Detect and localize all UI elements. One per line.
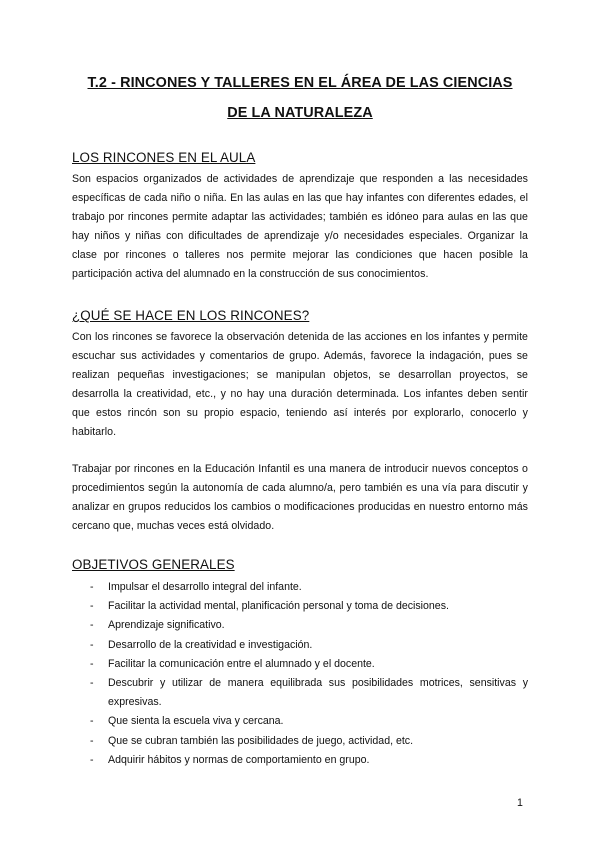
- title-line-1: T.2 - RINCONES Y TALLERES EN EL ÁREA DE LAS CIENCIAS: [87, 75, 513, 91]
- bullet-dash: -: [90, 657, 94, 670]
- paragraph: Con los rincones se favorece la observación detenida de las acciones en los infantes y permite escuchar sus actividades y comentarios de grupo. Además, favorece la indagación, pues se realizan pequeñas investigaciones; se manipulan objetos, se desarrollan proyectos, se desarrolla la creatividad, etc., y no hay una duración determinada. Los infantes deben sentir que estos rincón son su propio espacio, teniendo así interés por explorarlo, conocerlo y habitarlo.: [72, 331, 528, 438]
- list-item-text: Desarrollo de la creatividad e investigación.: [108, 638, 313, 651]
- bullet-dash: -: [90, 734, 94, 747]
- title-line-2: DE LA NATURALEZA: [227, 105, 373, 121]
- list-item: [72, 674, 528, 712]
- list-item: [72, 712, 528, 731]
- bullet-dash: -: [90, 677, 94, 690]
- bullet-dash: -: [90, 600, 94, 613]
- list-item: [72, 732, 528, 751]
- bullet-dash: -: [90, 581, 94, 593]
- list-item: [72, 616, 528, 635]
- list-item-text: Facilitar la comunicación entre el alumnado y el docente.: [108, 657, 375, 670]
- list-item-text: Adquirir hábitos y normas de comportamiento en grupo.: [108, 753, 370, 766]
- bullet-dash: -: [90, 753, 94, 766]
- bullet-dash: -: [90, 715, 94, 728]
- list-item: [72, 751, 528, 770]
- list-item-text: Aprendizaje significativo.: [108, 619, 225, 632]
- bullet-dash: -: [90, 638, 94, 651]
- list-item: [72, 636, 528, 655]
- list-item: [72, 655, 528, 674]
- section-heading-objetivos: OBJETIVOS GENERALES: [72, 557, 235, 572]
- paragraph: Son espacios organizados de actividades de aprendizaje que responden a las necesidades específicas de cada niño o niña. En las aulas en las que hay infantes con diferentes edades, el trabajo por rincones permite adaptar las actividades; también es idóneo para aulas en las que hay niños y niñas con dificultades de aprendizaje y/o necesidades especiales. Organizar la clase por rincones o talleres nos permite mejorar las condiciones que hacen posible la participación activa del alumnado en la construcción de sus conocimientos.: [72, 173, 528, 280]
- list-item-text: Impulsar el desarrollo integral del infante.: [108, 581, 302, 593]
- page-number: 1: [517, 797, 523, 809]
- list-item: [72, 597, 528, 616]
- list-item-text: Que se cubran también las posibilidades de juego, actividad, etc.: [108, 734, 414, 747]
- section-heading-que-se-hace: ¿QUÉ SE HACE EN LOS RINCONES?: [72, 308, 310, 323]
- bullet-dash: -: [90, 619, 94, 632]
- objectives-list: [72, 578, 528, 770]
- list-item: [72, 578, 528, 597]
- list-item-text: Facilitar la actividad mental, planificación personal y toma de decisiones.: [108, 600, 449, 613]
- paragraph: Trabajar por rincones en la Educación Infantil es una manera de introducir nuevos conceptos o procedimientos según la autonomía de cada alumno/a, pero también es una vía para discutir y analizar en grupos reducidos los cambios o modificaciones producidas en nuestro entorno más cercano que, muchas veces está olvidado.: [72, 463, 528, 532]
- document-title: [60, 68, 540, 128]
- list-item-text: Descubrir y utilizar de manera equilibrada sus posibilidades motrices, sensitivas y expresivas.: [108, 677, 528, 709]
- list-item-text: Que sienta la escuela viva y cercana.: [108, 715, 284, 728]
- section-heading-rincones-aula: LOS RINCONES EN EL AULA: [72, 150, 256, 165]
